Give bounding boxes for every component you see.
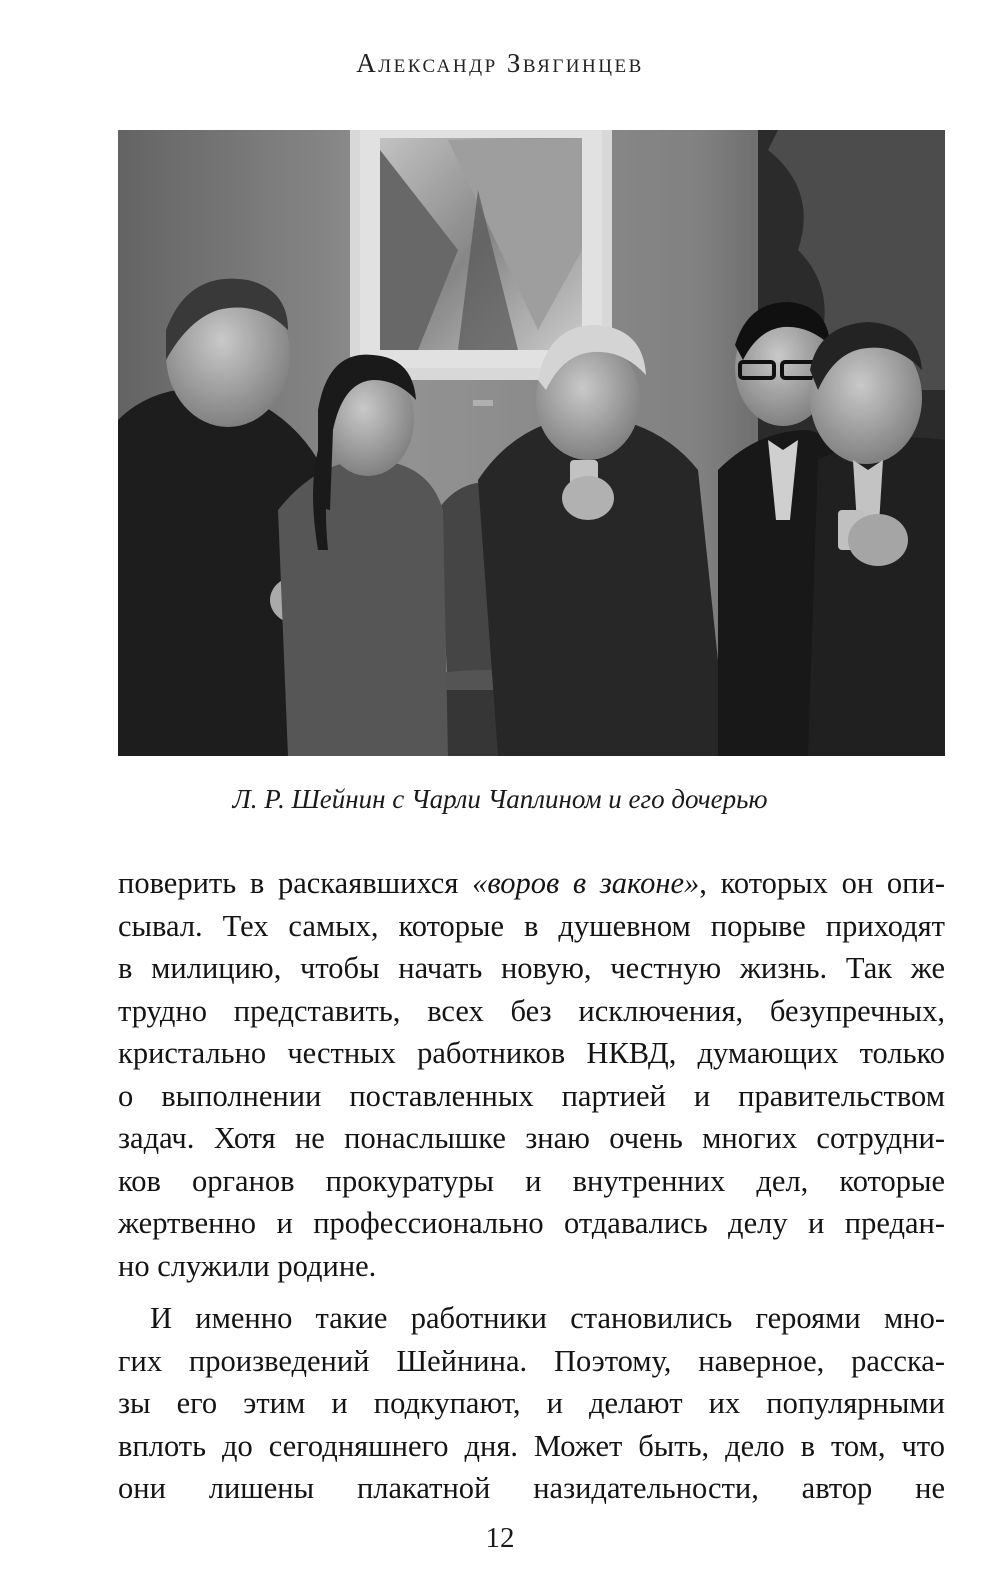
text-line: гих произведений Шейнина. Поэтому, наверное, расска- (118, 1343, 945, 1378)
text-line: но служили родине. (118, 1248, 377, 1283)
text-line: задач. Хотя не понаслышке знаю очень многих сотрудни- (118, 1121, 945, 1155)
text-line: ков органов прокуратуры и внутренних дел, которые (118, 1163, 945, 1198)
text-line: кристально честных работников НКВД, думающих только (118, 1036, 945, 1070)
text-line: трудно представить, всех без исключения, безупречных, (118, 993, 945, 1028)
text-line: они лишены плакатной назидательности, автор не (118, 1471, 945, 1505)
text-line: поверить в раскаявшихся «воров в законе», которых он опи- (118, 866, 945, 900)
page-number: 12 (485, 1522, 515, 1554)
photograph (118, 130, 945, 756)
text-line: жертвенно и профессионально отдавались делу и предан- (118, 1206, 945, 1240)
text-line: И именно такие работники становились героями мно- (150, 1301, 945, 1335)
text-line: вплоть до сегодняшнего дня. Может быть, дело в том, что (118, 1428, 945, 1463)
text-line: в милицию, чтобы начать новую, честную жизнь. Так же (118, 951, 945, 985)
body-text (118, 862, 945, 1510)
running-header: Александр Звягинцев (356, 48, 644, 78)
photograph-illustration (118, 130, 945, 756)
paragraph-gap (118, 1287, 945, 1297)
text-line: о выполнении поставленных партией и правительством (118, 1078, 945, 1113)
text-line: зы его этим и подкупают, и делают их популярными (118, 1386, 945, 1420)
photo-caption: Л. Р. Шейнин с Чарли Чаплином и его дочерью (232, 784, 768, 814)
quoted-phrase: «воров в законе» (472, 866, 700, 900)
text-line: сывал. Тех самых, которые в душевном порыве приходят (118, 908, 945, 943)
